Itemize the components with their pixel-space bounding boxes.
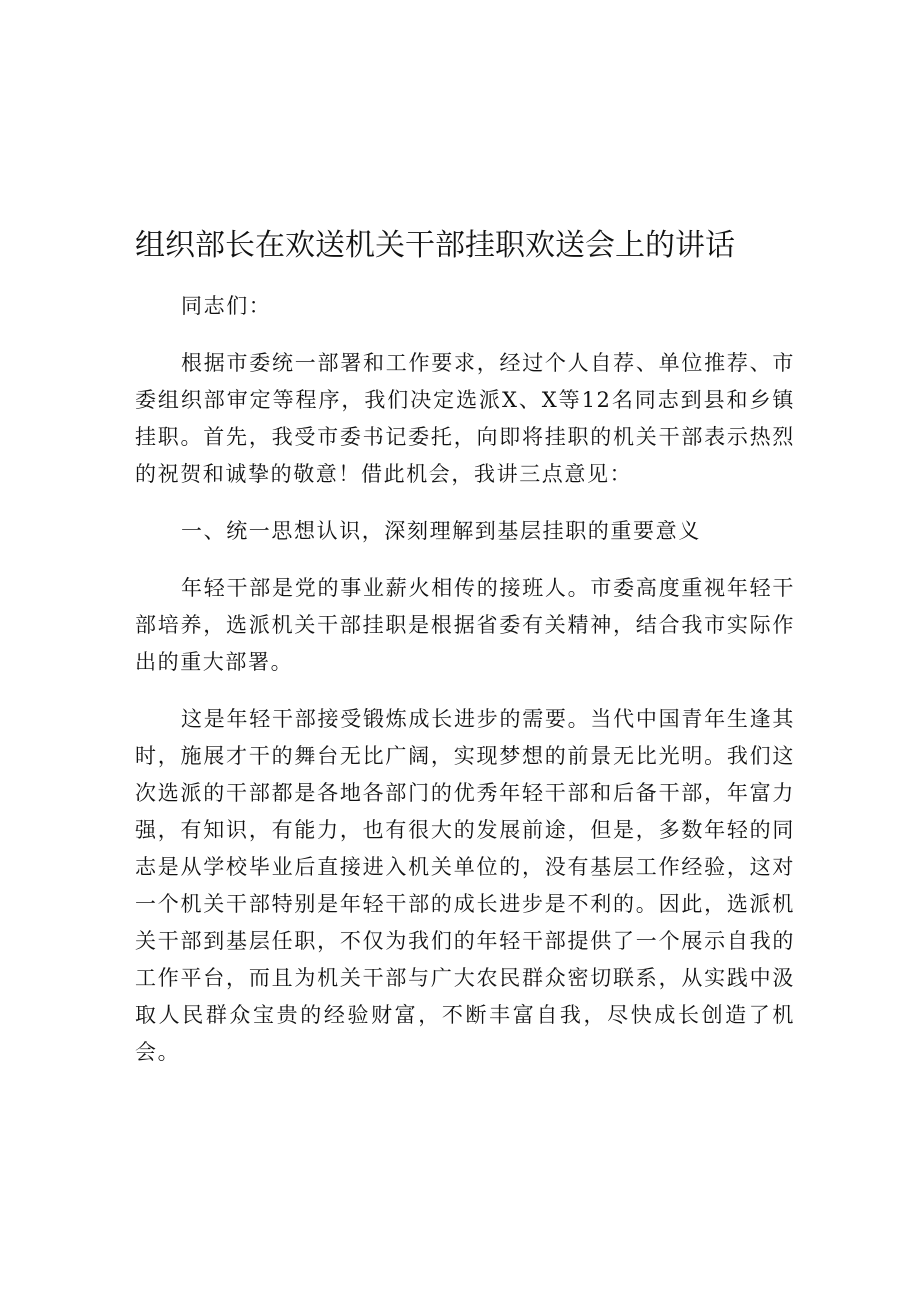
salutation-paragraph: 同志们： — [181, 294, 272, 318]
document-title: 组织部长在欢送机关干部挂职欢送会上的讲话 — [135, 228, 735, 263]
body-paragraph: 年轻干部是党的事业薪火相传的接班人。市委高度重视年轻干部培养，选派机关干部挂职是根据省委有关精神，结合我市实际作出的重大部署。 — [135, 576, 795, 674]
document-body — [135, 224, 795, 1091]
intro-paragraph: 根据市委统一部署和工作要求，经过个人自荐、单位推荐、市委组织部审定等程序，我们决定选派X、X等12名同志到县和乡镇挂职。首先，我受市委书记委托，向即将挂职的机关干部表示热烈的祝贺和诚挚的敬意！借此机会，我讲三点意见： — [135, 351, 795, 486]
body-paragraph: 这是年轻干部接受锻炼成长进步的需要。当代中国青年生逢其时，施展才干的舞台无比广阔，实现梦想的前景无比光明。我们这次选派的干部都是各地各部门的优秀年轻干部和后备干部，年富力强，有知识，有能力，也有很大的发展前途，但是，多数年轻的同志是从学校毕业后直接进入机关单位的，没有基层工作经验，这对一个机关干部特别是年轻干部的成长进步是不利的。因此，选派机关干部到基层任职，不仅为我们的年轻干部提供了一个展示自我的工作平台，而且为机关干部与广大农民群众密切联系，从实践中汲取人民群众宝贵的经验财富，不断丰富自我，尽快成长创造了机会。 — [135, 707, 795, 1064]
section-heading: 一、统一思想认识，深刻理解到基层挂职的重要意义 — [181, 519, 701, 543]
